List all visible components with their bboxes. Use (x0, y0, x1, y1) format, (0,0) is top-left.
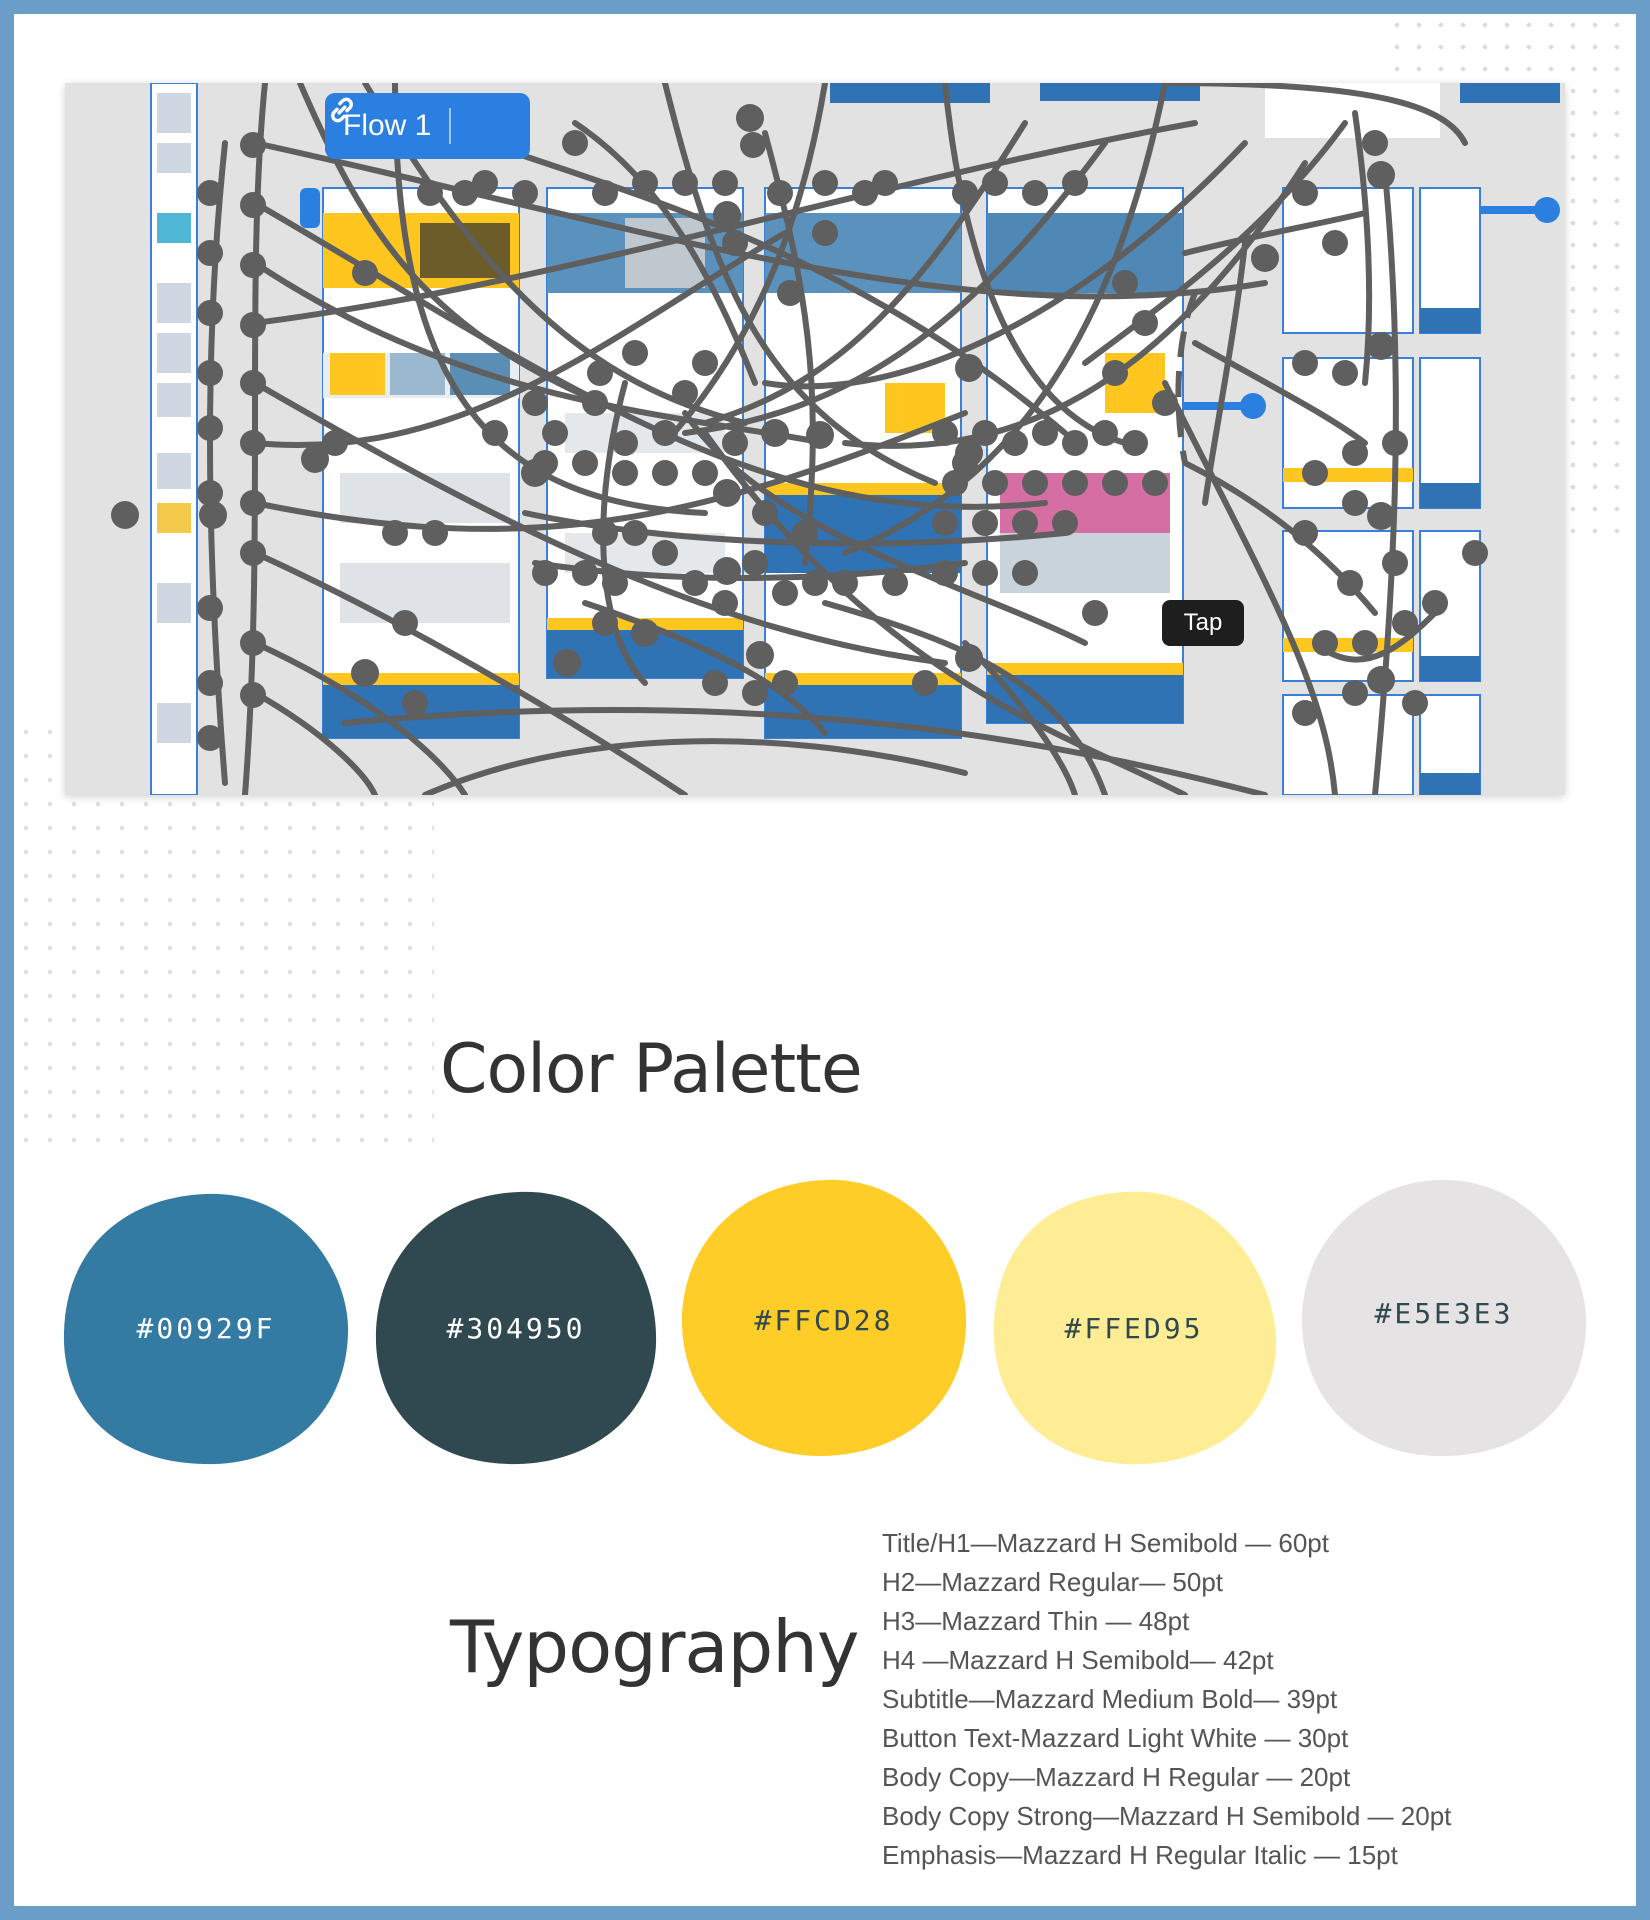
prototype-flow-canvas[interactable] (65, 83, 1565, 795)
typography-spec: H2—Mazzard Regular— 50pt (882, 1567, 1224, 1597)
swatch-hex-code: #00929F (136, 1311, 276, 1345)
color-swatch (60, 1183, 352, 1473)
typography-spec-list (882, 1524, 1451, 1875)
typography-spec: H4 —Mazzard H Semibold— 42pt (882, 1645, 1274, 1675)
typography-title: Typography (450, 1605, 859, 1689)
swatch-hex-code: #304950 (446, 1311, 586, 1345)
badge-divider (449, 108, 451, 144)
flow-label: Flow 1 (343, 109, 432, 142)
color-swatch (370, 1183, 662, 1473)
link-icon[interactable] (325, 93, 359, 127)
typography-spec: Emphasis—Mazzard H Regular Italic — 15pt (882, 1840, 1398, 1870)
typography-spec: Button Text-Mazzard Light White — 30pt (882, 1723, 1349, 1753)
tap-tooltip: Tap (1162, 600, 1244, 646)
swatch-hex-code: #E5E3E3 (1374, 1296, 1514, 1330)
swatch-hex-code: #FFED95 (1064, 1311, 1204, 1345)
typography-spec: Subtitle—Mazzard Medium Bold— 39pt (882, 1684, 1338, 1714)
flow-label-badge[interactable] (325, 93, 530, 159)
typography-spec: Body Copy Strong—Mazzard H Semibold — 20pt (882, 1801, 1452, 1831)
color-swatch (988, 1183, 1280, 1473)
typography-spec: Body Copy—Mazzard H Regular — 20pt (882, 1762, 1351, 1792)
color-swatch (678, 1175, 970, 1465)
page-mockup (765, 188, 961, 738)
typography-spec: H3—Mazzard Thin — 48pt (882, 1606, 1190, 1636)
color-palette-title: Color Palette (440, 1030, 862, 1109)
color-swatch (1298, 1175, 1590, 1465)
swatch-hex-code: #FFCD28 (754, 1303, 894, 1337)
typography-spec: Title/H1—Mazzard H Semibold — 60pt (882, 1528, 1329, 1558)
flow-diagram (65, 83, 1565, 795)
